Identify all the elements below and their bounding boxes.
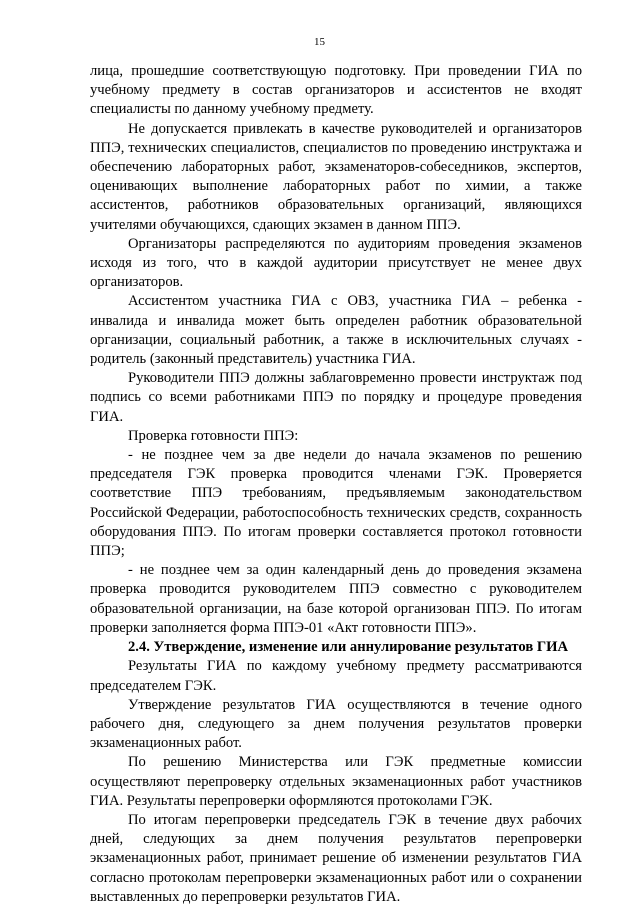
paragraph: Результаты ГИА по каждому учебному предмету рассматриваются председателем ГЭК. <box>90 658 582 694</box>
paragraph: - не позднее чем за две недели до начала экзаменов по решению председателя ГЭК проверка проводится членами ГЭК. Проверяется соответствие ППЭ требованиям, предъявляемым законодательством Российской Федерации, работоспособность технических средств, сохранность оборудования ППЭ. По итогам проверки составляется протокол готовности ППЭ; <box>90 447 582 560</box>
paragraph: - не позднее чем за один календарный день до проведения экзамена проверка проводится руководителем ППЭ совместно с руководителем образовательной организации, на базе которой организован ППЭ. По итогам проверки заполняется форма ППЭ-01 «Акт готовности ППЭ». <box>90 562 582 636</box>
page-number: 15 <box>314 36 325 48</box>
paragraph: Организаторы распределяются по аудиториям проведения экзаменов исходя из того, что в каждой аудитории присутствует не менее двух организаторов. <box>90 235 582 291</box>
paragraph: Ассистентом участника ГИА с ОВЗ, участника ГИА – ребенка - инвалида и инвалида может быть определен работник образовательной организации, социальный работник, а также в исключительных случаях - родитель (законный представитель) участника ГИА. <box>90 293 582 368</box>
paragraph: Не допускается привлекать в качестве руководителей и организаторов ППЭ, технических специалистов, специалистов по проведению инструктажа и обеспечению лабораторных работ, экзаменаторов-собеседников, экспертов, оценивающих выполнение лабораторных работ по химии, а также ассистентов, работников образовательных организаций, являющихся учителями обучающихся, сдающих экзамен в данном ППЭ. <box>90 120 582 233</box>
document-body <box>90 62 582 907</box>
paragraph: лица, прошедшие соответствующую подготовку. При проведении ГИА по учебному предмету в состав организаторов и ассистентов не входят специалисты по данному учебному предмету. <box>90 63 582 118</box>
paragraph: По решению Министерства или ГЭК предметные комиссии осуществляют перепроверку отдельных экзаменационных работ участников ГИА. Результаты перепроверки оформляются протоколами ГЭК. <box>90 754 582 809</box>
paragraph: По итогам перепроверки председатель ГЭК в течение двух рабочих дней, следующих за днем получения результатов перепроверки экзаменационных работ, принимает решение об изменении результатов ГИА согласно протоколам перепроверки экзаменационных работ или о сохранении выставленных до перепроверки результатов ГИА. <box>90 811 582 905</box>
paragraph: Проверка готовности ППЭ: <box>128 427 299 444</box>
paragraph: Утверждение результатов ГИА осуществляются в течение одного рабочего дня, следующего за днем получения результатов проверки экзаменационных работ. <box>90 696 582 752</box>
section-heading: 2.4. Утверждение, изменение или аннулирование результатов ГИА <box>128 639 569 656</box>
paragraph: Руководители ППЭ должны заблаговременно провести инструктаж под подпись со всеми работниками ППЭ по порядку и процедуре проведения ГИА. <box>90 370 582 425</box>
